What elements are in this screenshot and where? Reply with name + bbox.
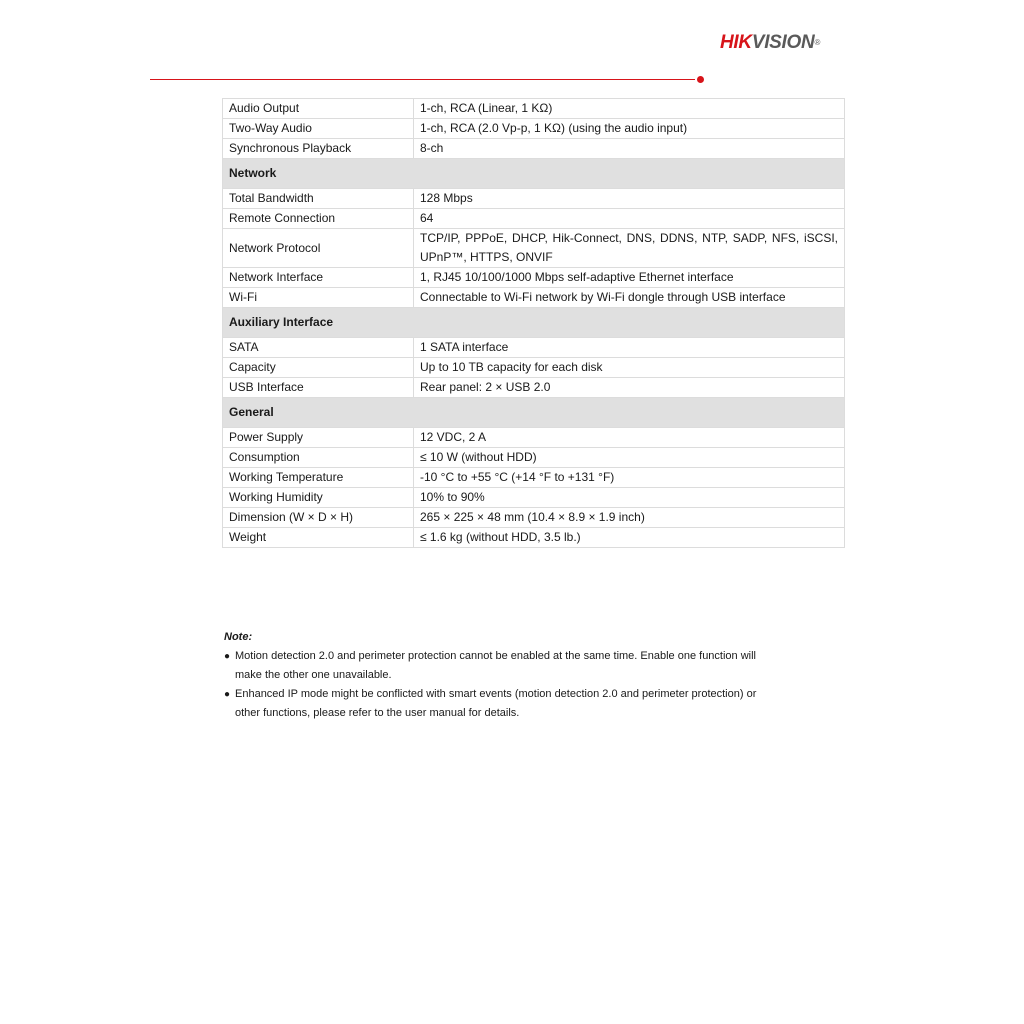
spec-value: 1 SATA interface <box>414 338 845 358</box>
bullet-icon: ● <box>224 651 231 662</box>
spec-label: Total Bandwidth <box>223 189 414 209</box>
spec-label: Working Temperature <box>223 468 414 488</box>
spec-value: 265 × 225 × 48 mm (10.4 × 8.9 × 1.9 inch) <box>414 508 845 528</box>
spec-value: 128 Mbps <box>414 189 845 209</box>
spec-value: Connectable to Wi-Fi network by Wi-Fi dongle through USB interface <box>414 288 845 308</box>
spec-label: Synchronous Playback <box>223 139 414 159</box>
notes-section <box>224 628 784 723</box>
bullet-icon: ● <box>224 689 231 700</box>
table-row <box>223 358 845 378</box>
table-row <box>223 468 845 488</box>
logo-vision-text: VISION <box>751 32 815 53</box>
logo-hik-text: HIK <box>720 32 752 53</box>
table-row <box>223 119 845 139</box>
table-row <box>223 428 845 448</box>
table-row <box>223 139 845 159</box>
header-divider-dot <box>697 76 704 83</box>
hikvision-logo <box>720 33 820 53</box>
spec-label: Network Interface <box>223 268 414 288</box>
section-title: Network <box>223 159 845 189</box>
spec-label: Network Protocol <box>223 229 414 268</box>
section-title: General <box>223 398 845 428</box>
table-row <box>223 378 845 398</box>
section-header-row <box>223 308 845 338</box>
table-row <box>223 288 845 308</box>
section-header-row <box>223 398 845 428</box>
spec-value: 12 VDC, 2 A <box>414 428 845 448</box>
spec-label: Wi-Fi <box>223 288 414 308</box>
spec-label: Weight <box>223 528 414 548</box>
spec-label: Audio Output <box>223 99 414 119</box>
spec-label: Dimension (W × D × H) <box>223 508 414 528</box>
table-row <box>223 99 845 119</box>
spec-value: Rear panel: 2 × USB 2.0 <box>414 378 845 398</box>
note-item <box>224 685 784 723</box>
spec-value: 1, RJ45 10/100/1000 Mbps self-adaptive Ethernet interface <box>414 268 845 288</box>
specification-table <box>222 98 845 548</box>
spec-label: Power Supply <box>223 428 414 448</box>
spec-value: ≤ 10 W (without HDD) <box>414 448 845 468</box>
specification-table-body <box>223 99 845 548</box>
spec-value: Up to 10 TB capacity for each disk <box>414 358 845 378</box>
table-row <box>223 268 845 288</box>
spec-label: Remote Connection <box>223 209 414 229</box>
logo-registered-mark: ® <box>814 38 821 47</box>
spec-value: ≤ 1.6 kg (without HDD, 3.5 lb.) <box>414 528 845 548</box>
table-row <box>223 488 845 508</box>
spec-label: Two-Way Audio <box>223 119 414 139</box>
spec-value: 1-ch, RCA (2.0 Vp-p, 1 KΩ) (using the audio input) <box>414 119 845 139</box>
notes-title: Note: <box>224 631 253 643</box>
spec-label: Consumption <box>223 448 414 468</box>
section-header-row <box>223 159 845 189</box>
spec-label: SATA <box>223 338 414 358</box>
table-row <box>223 448 845 468</box>
spec-value: TCP/IP, PPPoE, DHCP, Hik-Connect, DNS, DDNS, NTP, SADP, NFS, iSCSI, UPnP™, HTTPS, ONVIF <box>414 229 845 268</box>
table-row <box>223 528 845 548</box>
spec-value: 10% to 90% <box>414 488 845 508</box>
note-item <box>224 647 784 685</box>
section-title: Auxiliary Interface <box>223 308 845 338</box>
table-row <box>223 229 845 268</box>
spec-value: 64 <box>414 209 845 229</box>
spec-value: 8-ch <box>414 139 845 159</box>
table-row <box>223 209 845 229</box>
header-divider-line <box>150 79 695 80</box>
note-text: Enhanced IP mode might be conflicted with smart events (motion detection 2.0 and perimeter protection) or other functions, please refer to the user manual for details. <box>235 688 757 719</box>
spec-label: USB Interface <box>223 378 414 398</box>
note-text: Motion detection 2.0 and perimeter protection cannot be enabled at the same time. Enable one function will make the other one unavailable. <box>235 650 756 681</box>
table-row <box>223 189 845 209</box>
spec-label: Capacity <box>223 358 414 378</box>
spec-value: -10 °C to +55 °C (+14 °F to +131 °F) <box>414 468 845 488</box>
table-row <box>223 338 845 358</box>
table-row <box>223 508 845 528</box>
spec-label: Working Humidity <box>223 488 414 508</box>
spec-value: 1-ch, RCA (Linear, 1 KΩ) <box>414 99 845 119</box>
